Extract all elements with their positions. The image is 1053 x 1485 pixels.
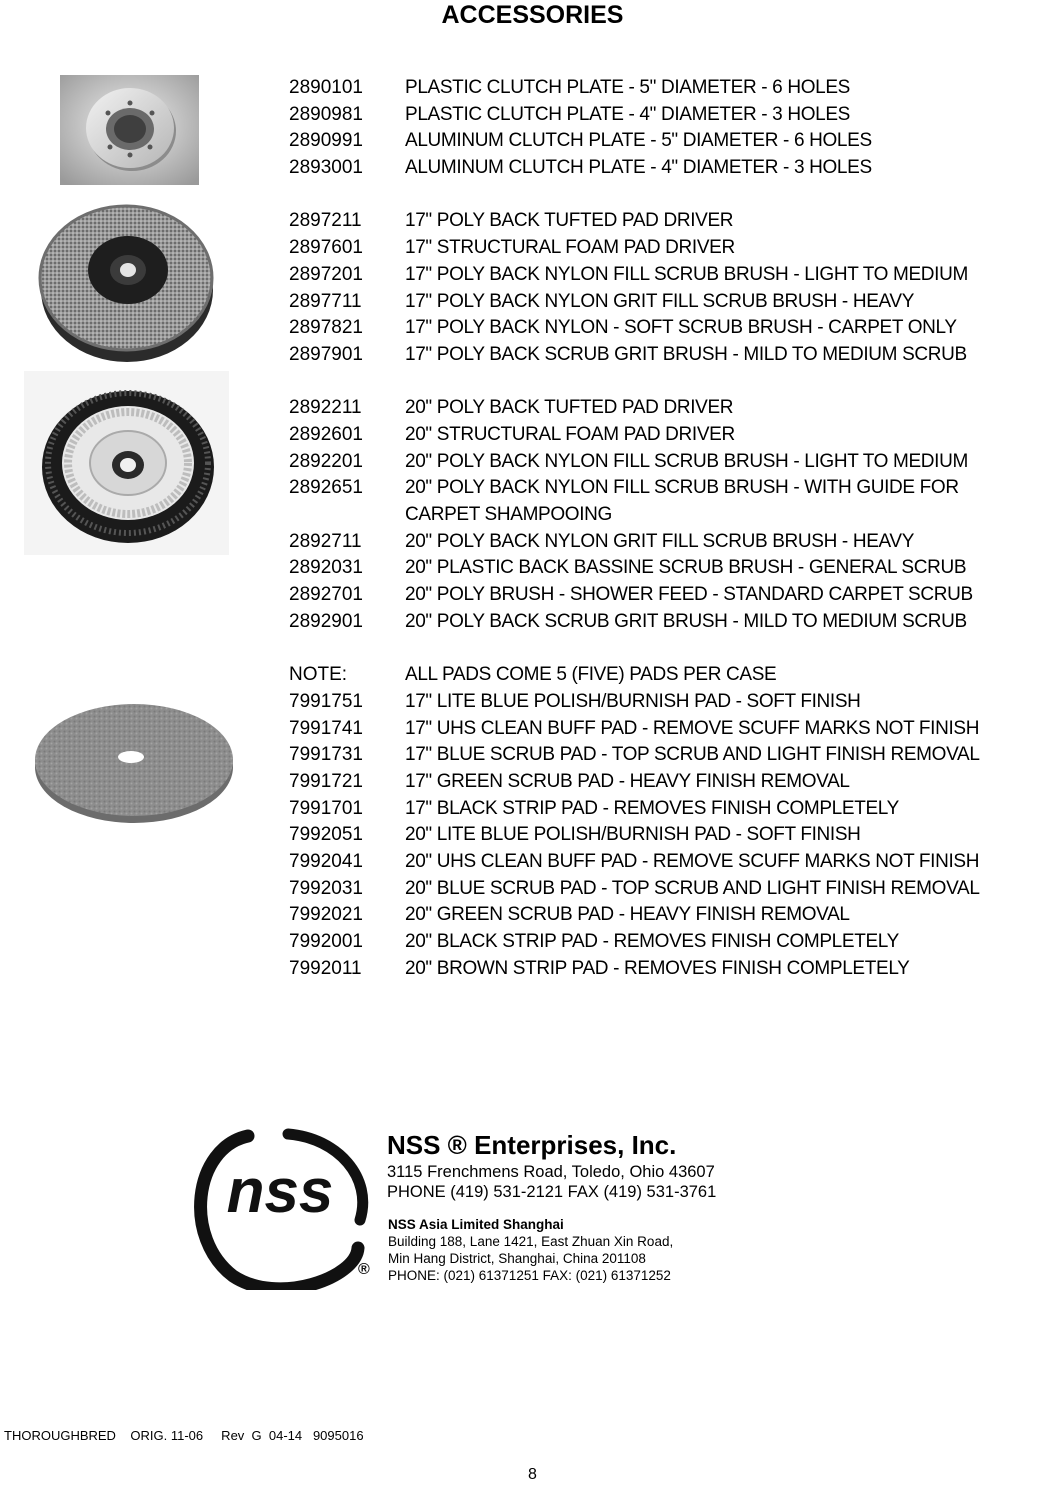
part-description: 20" GREEN SCRUB PAD - HEAVY FINISH REMOVAL [405, 904, 850, 926]
part-row [289, 208, 1053, 235]
company-info [387, 1128, 716, 1202]
part-number: 7991751 [289, 690, 363, 712]
part-number: 2892701 [289, 584, 363, 606]
part-number: 7992001 [289, 931, 363, 952]
asia-phone: PHONE: (021) 61371251 FAX: (021) 61371252 [388, 1268, 671, 1283]
part-row [289, 422, 1053, 449]
part-row [289, 475, 1053, 502]
part-row [289, 662, 1053, 689]
part-number: 7992011 [289, 957, 362, 979]
part-description: 20" POLY BACK NYLON GRIT FILL SCRUB BRUSH - HEAVY [405, 530, 915, 552]
part-description: PLASTIC CLUTCH PLATE - 5" DIAMETER - 6 HOLES [405, 77, 850, 98]
part-row [289, 502, 1053, 529]
part-number: 7991701 [289, 797, 363, 819]
part-number: 7991731 [289, 744, 363, 766]
part-number: 7992021 [289, 904, 363, 926]
part-description: 20" STRUCTURAL FOAM PAD DRIVER [405, 423, 735, 445]
registered-mark: ® [358, 1261, 370, 1278]
part-description: 17" LITE BLUE POLISH/BURNISH PAD - SOFT FINISH [405, 690, 861, 712]
part-number: 2897821 [289, 317, 363, 339]
part-number: 2892201 [289, 450, 363, 472]
part-row [289, 289, 1053, 316]
part-row [289, 902, 1053, 929]
part-number: 2892031 [289, 557, 363, 579]
logo-text: nss [226, 1157, 334, 1226]
floor-pad-photo [33, 695, 235, 825]
part-description: 20" BLUE SCRUB PAD - TOP SCRUB AND LIGHT FINISH REMOVAL [405, 877, 980, 899]
part-row [289, 262, 1053, 289]
list-spacer [289, 369, 1053, 396]
part-number: 7991741 [289, 717, 363, 739]
part-row [289, 342, 1053, 369]
part-row [289, 956, 1053, 983]
nss-logo [188, 1128, 378, 1290]
part-number: 2897711 [289, 290, 362, 312]
part-row [289, 449, 1053, 476]
part-number: 7992051 [289, 824, 363, 846]
part-description: 17" POLY BACK NYLON FILL SCRUB BRUSH - LIGHT TO MEDIUM [405, 263, 968, 285]
clutch-plate-photo [60, 75, 199, 185]
part-description: CARPET SHAMPOOING [405, 504, 612, 525]
scrub-brush-photo [24, 371, 229, 555]
part-row [289, 582, 1053, 609]
part-description: 20" BLACK STRIP PAD - REMOVES FINISH COMPLETELY [405, 931, 899, 952]
part-description: 20" POLY BACK SCRUB GRIT BRUSH - MILD TO MEDIUM SCRUB [405, 610, 967, 632]
parts-list [289, 75, 1053, 982]
part-row [289, 128, 1053, 155]
part-description: 17" GREEN SCRUB PAD - HEAVY FINISH REMOVAL [405, 770, 850, 792]
part-description: 17" UHS CLEAN BUFF PAD - REMOVE SCUFF MARKS NOT FINISH [405, 717, 980, 739]
part-description: 20" POLY BACK NYLON FILL SCRUB BRUSH - WITH GUIDE FOR [405, 477, 959, 499]
part-row [289, 155, 1053, 182]
part-description: ALL PADS COME 5 (FIVE) PADS PER CASE [405, 664, 777, 686]
part-description: 17" POLY BACK TUFTED PAD DRIVER [405, 210, 734, 232]
asia-office-name: NSS Asia Limited Shanghai [388, 1217, 564, 1232]
part-row [289, 235, 1053, 262]
part-row [289, 689, 1053, 716]
part-row [289, 822, 1053, 849]
asia-address-line-2: Min Hang District, Shanghai, China 201108 [388, 1251, 646, 1266]
company-address: 3115 Frenchmens Road, Toledo, Ohio 43607 [387, 1163, 715, 1181]
part-number: 7992031 [289, 877, 363, 899]
part-number: 2897901 [289, 343, 363, 365]
part-row [289, 529, 1053, 556]
asia-address-line-1: Building 188, Lane 1421, East Zhuan Xin Road, [388, 1234, 674, 1249]
page-number: 8 [528, 1466, 537, 1483]
part-row [289, 876, 1053, 903]
document-footer: THOROUGHBRED ORIG. 11-06 Rev G 04-14 9095016 [4, 1428, 364, 1443]
part-number: 2892901 [289, 610, 363, 632]
part-row [289, 742, 1053, 769]
list-spacer [289, 182, 1053, 209]
part-number: 2897211 [289, 210, 362, 232]
part-description: 20" POLY BRUSH - SHOWER FEED - STANDARD CARPET SCRUB [405, 584, 973, 606]
part-row [289, 102, 1053, 129]
part-description: 20" BROWN STRIP PAD - REMOVES FINISH COMPLETELY [405, 957, 910, 979]
part-description: ALUMINUM CLUTCH PLATE - 4" DIAMETER - 3 HOLES [405, 157, 872, 179]
company-name: NSS ® Enterprises, Inc. [387, 1130, 677, 1160]
part-description: 17" BLUE SCRUB PAD - TOP SCRUB AND LIGHT FINISH REMOVAL [405, 744, 980, 766]
company-phone: PHONE (419) 531-2121 FAX (419) 531-3761 [387, 1183, 717, 1201]
part-row [289, 609, 1053, 636]
list-spacer [289, 635, 1053, 662]
part-number: 2897601 [289, 237, 363, 259]
part-row [289, 555, 1053, 582]
part-row [289, 769, 1053, 796]
part-description: ALUMINUM CLUTCH PLATE - 5" DIAMETER - 6 HOLES [405, 130, 872, 152]
part-description: 17" STRUCTURAL FOAM PAD DRIVER [405, 237, 735, 259]
part-number: 2892601 [289, 423, 363, 445]
part-row [289, 849, 1053, 876]
part-number: 2890991 [289, 130, 363, 152]
part-description: 20" PLASTIC BACK BASSINE SCRUB BRUSH - GENERAL SCRUB [405, 557, 967, 579]
part-number: 7991721 [289, 770, 363, 792]
part-description: 17" POLY BACK NYLON - SOFT SCRUB BRUSH - CARPET ONLY [405, 317, 957, 339]
part-description: 20" POLY BACK TUFTED PAD DRIVER [405, 397, 734, 419]
part-number: 2892651 [289, 477, 363, 499]
part-number: 2892711 [289, 530, 362, 552]
part-description: PLASTIC CLUTCH PLATE - 4" DIAMETER - 3 HOLES [405, 103, 850, 125]
part-description: 17" BLACK STRIP PAD - REMOVES FINISH COMPLETELY [405, 797, 899, 819]
part-row [289, 75, 1053, 102]
part-row [289, 716, 1053, 743]
part-description: 20" LITE BLUE POLISH/BURNISH PAD - SOFT FINISH [405, 824, 861, 846]
part-number: 2897201 [289, 263, 363, 285]
part-description: 17" POLY BACK SCRUB GRIT BRUSH - MILD TO MEDIUM SCRUB [405, 343, 967, 365]
pad-driver-photo [22, 190, 230, 370]
part-row [289, 315, 1053, 342]
part-row [289, 796, 1053, 823]
part-number: 2890101 [289, 77, 363, 98]
page-title: ACCESSORIES [441, 1, 624, 29]
part-number: 2890981 [289, 103, 363, 125]
part-description: 17" POLY BACK NYLON GRIT FILL SCRUB BRUSH - HEAVY [405, 290, 915, 312]
part-description: 20" POLY BACK NYLON FILL SCRUB BRUSH - LIGHT TO MEDIUM [405, 450, 968, 472]
asia-office [388, 1216, 673, 1284]
part-number: 2892211 [289, 397, 362, 419]
part-number: 7992041 [289, 850, 363, 872]
part-description: 20" UHS CLEAN BUFF PAD - REMOVE SCUFF MARKS NOT FINISH [405, 850, 980, 872]
part-row [289, 395, 1053, 422]
part-row [289, 929, 1053, 956]
part-number: 2893001 [289, 157, 363, 179]
part-number: NOTE: [289, 664, 348, 686]
